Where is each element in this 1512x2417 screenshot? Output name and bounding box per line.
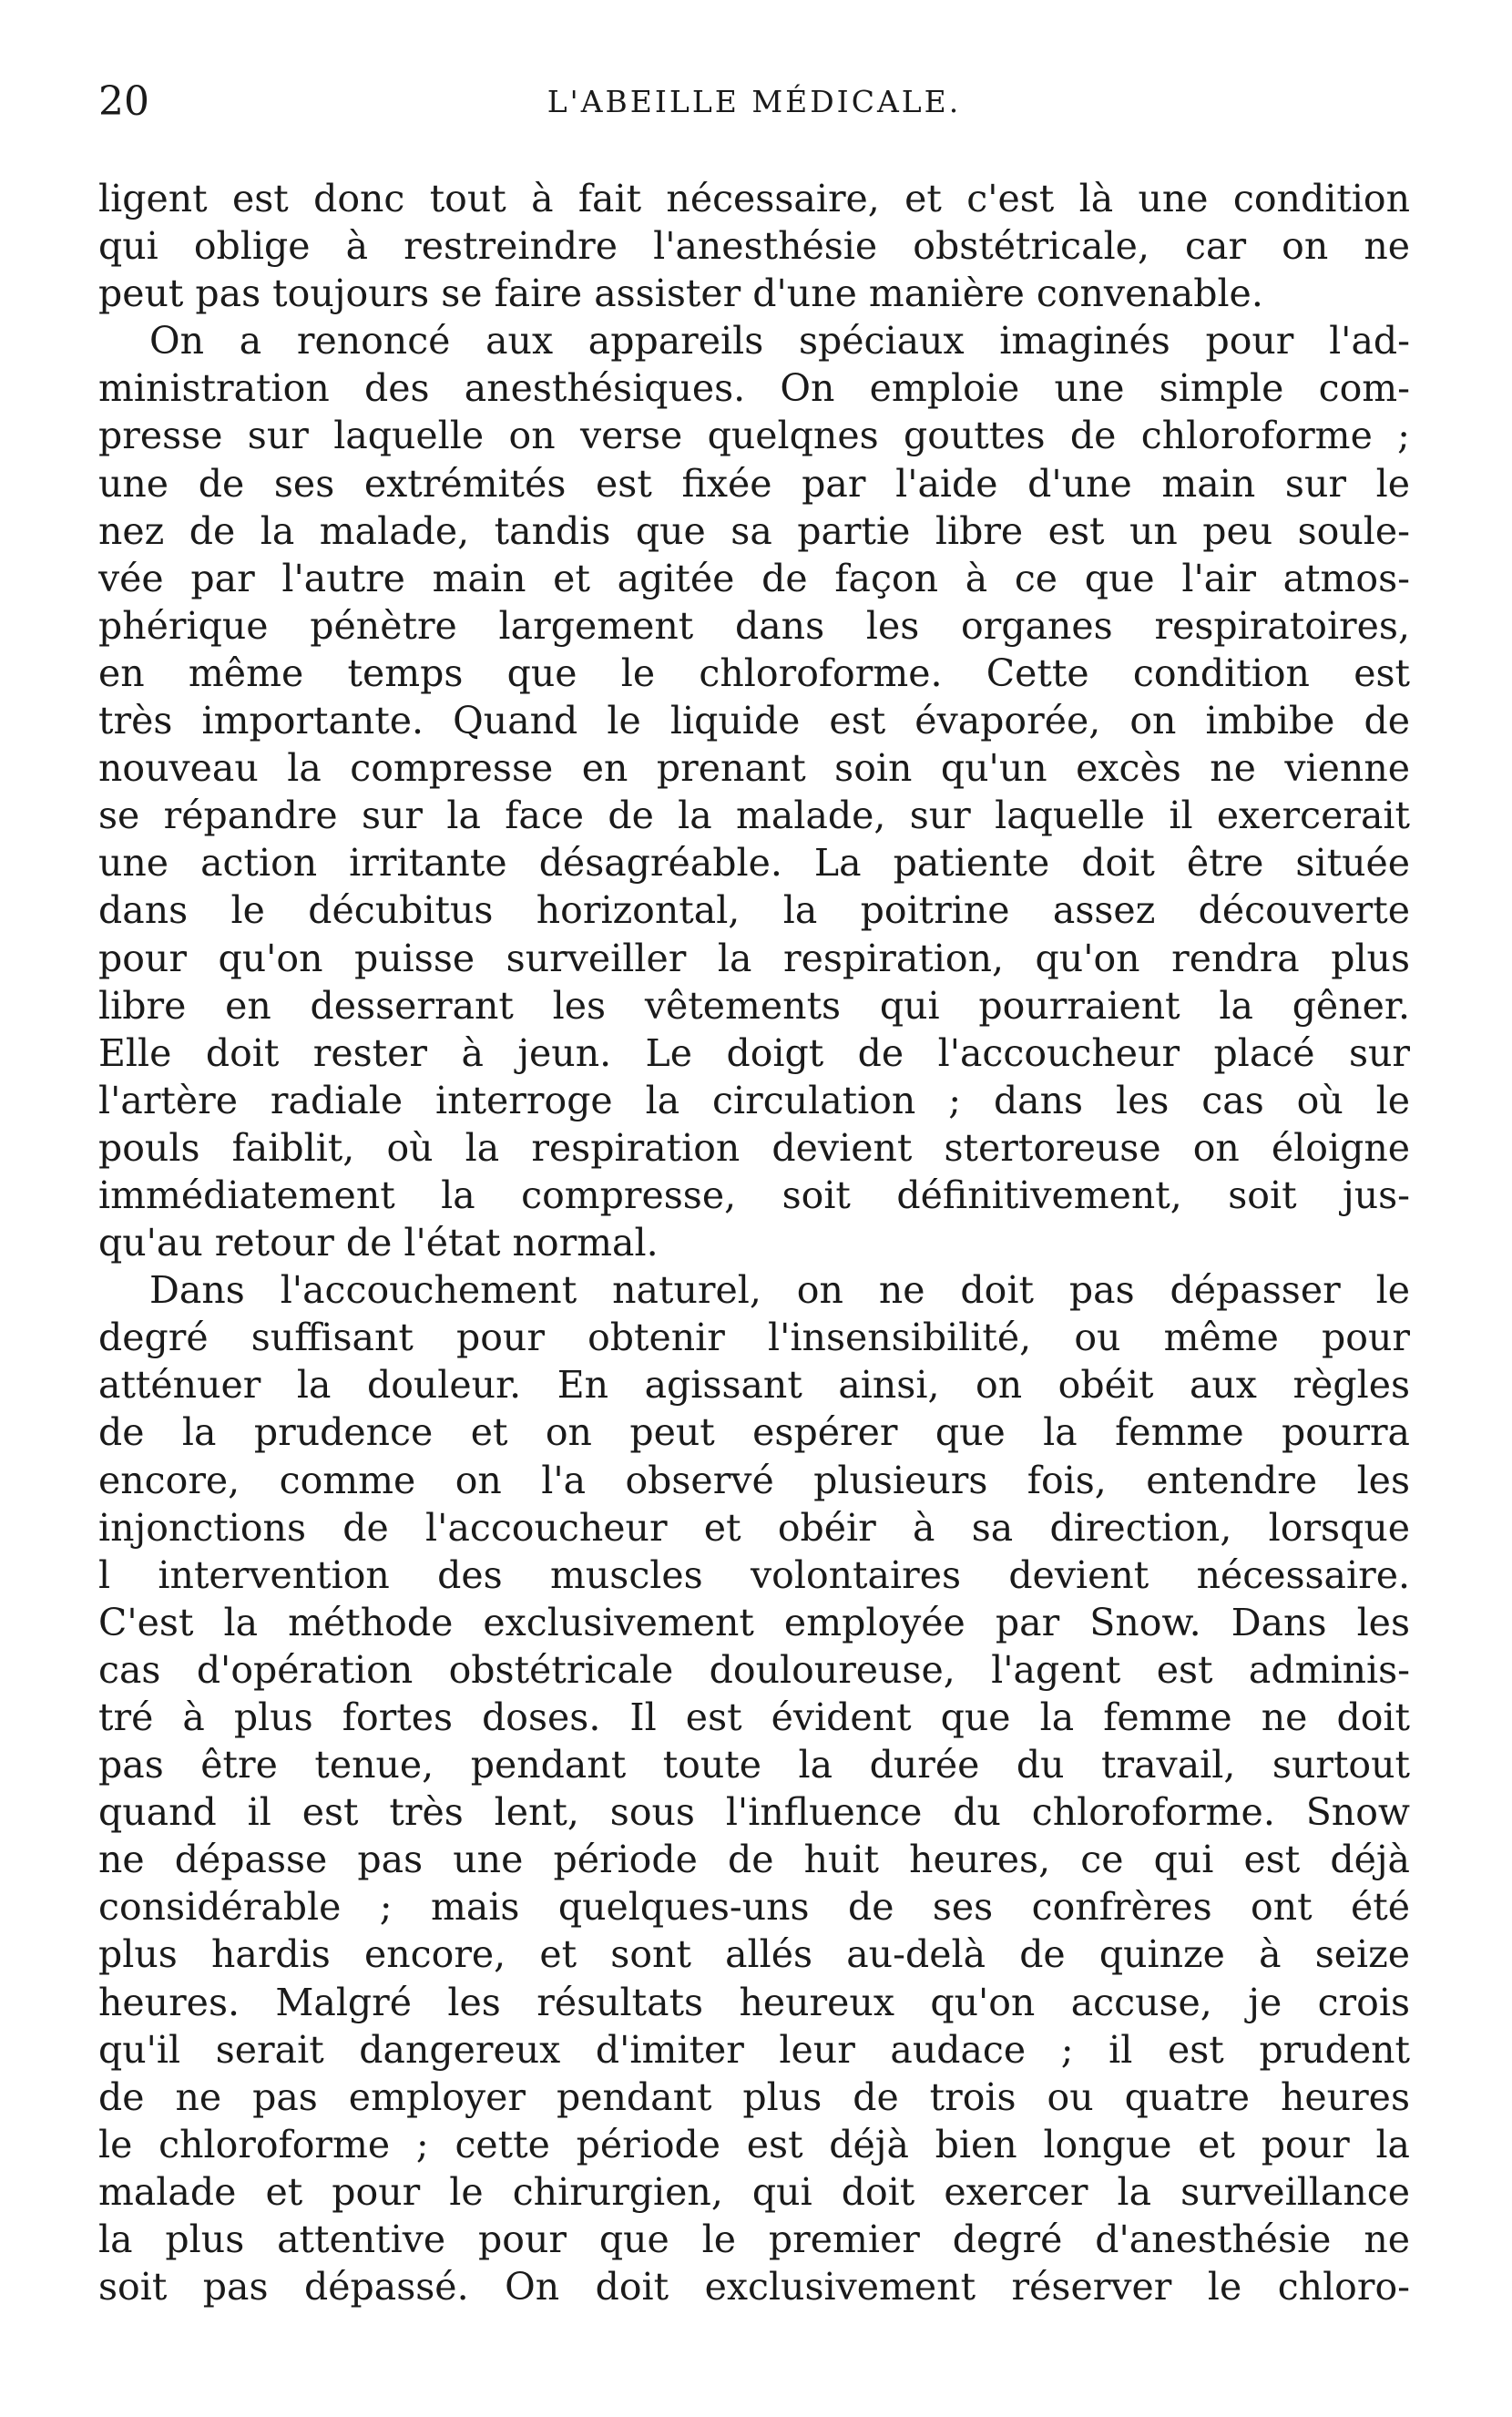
text-line: degré suffisant pour obtenir l'insensibilité, ou même pour xyxy=(98,1316,1410,1360)
text-line: soit pas dépassé. On doit exclusivement réserver le chloro- xyxy=(98,2265,1410,2309)
text-line: ministration des anesthésiques. On emploie une simple com- xyxy=(98,366,1410,411)
running-head xyxy=(98,75,1410,129)
text-line: pour qu'on puisse surveiller la respiration, qu'on rendra plus xyxy=(98,936,1410,980)
text-line: immédiatement la compresse, soit définitivement, soit jus- xyxy=(98,1173,1410,1217)
text-line: encore, comme on l'a observé plusieurs fois, entendre les xyxy=(98,1458,1410,1502)
page-number: 20 xyxy=(98,78,149,125)
text-line: injonctions de l'accoucheur et obéir à sa direction, lorsque xyxy=(98,1505,1410,1550)
text-line: en même temps que le chloroforme. Cette condition est xyxy=(98,650,1410,695)
text-line: de la prudence et on peut espérer que la femme pourra xyxy=(98,1410,1410,1455)
text-line: nouveau la compresse en prenant soin qu'un excès ne vienne xyxy=(98,746,1410,791)
text-line: phérique pénètre largement dans les organes respiratoires, xyxy=(98,603,1410,648)
text-line: cas d'opération obstétricale douloureuse, l'agent est adminis- xyxy=(98,1647,1410,1692)
text-line: qu'il serait dangereux d'imiter leur audace ; il est prudent xyxy=(98,2027,1410,2072)
text-line: plus hardis encore, et sont allés au-delà de quinze à seize xyxy=(98,1932,1410,1977)
paragraph xyxy=(98,317,1410,1266)
text-line: qu'au retour de l'état normal. xyxy=(98,1221,659,1265)
text-line: atténuer la douleur. En agissant ainsi, on obéit aux règles xyxy=(98,1363,1410,1408)
text-line: Dans l'accouchement naturel, on ne doit pas dépasser le xyxy=(149,1268,1410,1313)
paragraph xyxy=(98,175,1410,317)
text-line: peut pas toujours se faire assister d'une manière convenable. xyxy=(98,271,1263,316)
text-line: On a renoncé aux appareils spéciaux imaginés pour l'ad- xyxy=(149,319,1410,364)
text-line: quand il est très lent, sous l'influence du chloroforme. Snow xyxy=(98,1790,1410,1835)
text-line: libre en desserrant les vêtements qui pourraient la gêner. xyxy=(98,983,1410,1028)
text-line: tré à plus fortes doses. Il est évident que la femme ne doit xyxy=(98,1695,1410,1739)
text-line: presse sur laquelle on verse quelqnes gouttes de chloroforme ; xyxy=(98,414,1410,458)
journal-title: L'ABEILLE MÉDICALE. xyxy=(547,84,962,119)
text-line: C'est la méthode exclusivement employée par Snow. Dans les xyxy=(98,1600,1410,1644)
text-line: considérable ; mais quelques-uns de ses confrères ont été xyxy=(98,1885,1410,1930)
text-line: ligent est donc tout à fait nécessaire, et c'est là une condition xyxy=(98,177,1410,220)
text-line: qui oblige à restreindre l'anesthésie obstétricale, car on ne xyxy=(98,224,1410,269)
body-text xyxy=(98,175,1410,2310)
text-line: heures. Malgré les résultats heureux qu'on accuse, je crois xyxy=(98,1980,1410,2024)
text-line: très importante. Quand le liquide est évaporée, on imbibe de xyxy=(98,699,1410,743)
paragraph xyxy=(98,1266,1410,2310)
text-line: la plus attentive pour que le premier degré d'anesthésie ne xyxy=(98,2217,1410,2262)
text-line: l intervention des muscles volontaires devient nécessaire. xyxy=(98,1552,1410,1597)
text-line: pouls faiblit, où la respiration devient stertoreuse on éloigne xyxy=(98,1125,1410,1170)
text-line: une action irritante désagréable. La patiente doit être située xyxy=(98,841,1410,886)
text-line: nez de la malade, tandis que sa partie libre est un peu soule- xyxy=(98,508,1410,553)
text-line: malade et pour le chirurgien, qui doit exercer la surveillance xyxy=(98,2169,1410,2214)
text-line: l'artère radiale interroge la circulation ; dans les cas où le xyxy=(98,1078,1410,1122)
text-line: vée par l'autre main et agitée de façon à ce que l'air atmos- xyxy=(98,556,1410,600)
text-line: le chloroforme ; cette période est déjà bien longue et pour la xyxy=(98,2122,1410,2166)
text-line: Elle doit rester à jeun. Le doigt de l'accoucheur placé sur xyxy=(98,1030,1410,1075)
text-line: une de ses extrémités est fixée par l'aide d'une main sur le xyxy=(98,461,1410,506)
text-line: de ne pas employer pendant plus de trois ou quatre heures xyxy=(98,2074,1410,2119)
text-line: se répandre sur la face de la malade, sur laquelle il exercerait xyxy=(98,794,1410,838)
text-line: pas être tenue, pendant toute la durée du travail, surtout xyxy=(98,1743,1410,1787)
text-line: ne dépasse pas une période de huit heures, ce qui est déjà xyxy=(98,1838,1410,1882)
text-line: dans le décubitus horizontal, la poitrine assez découverte xyxy=(98,888,1410,933)
